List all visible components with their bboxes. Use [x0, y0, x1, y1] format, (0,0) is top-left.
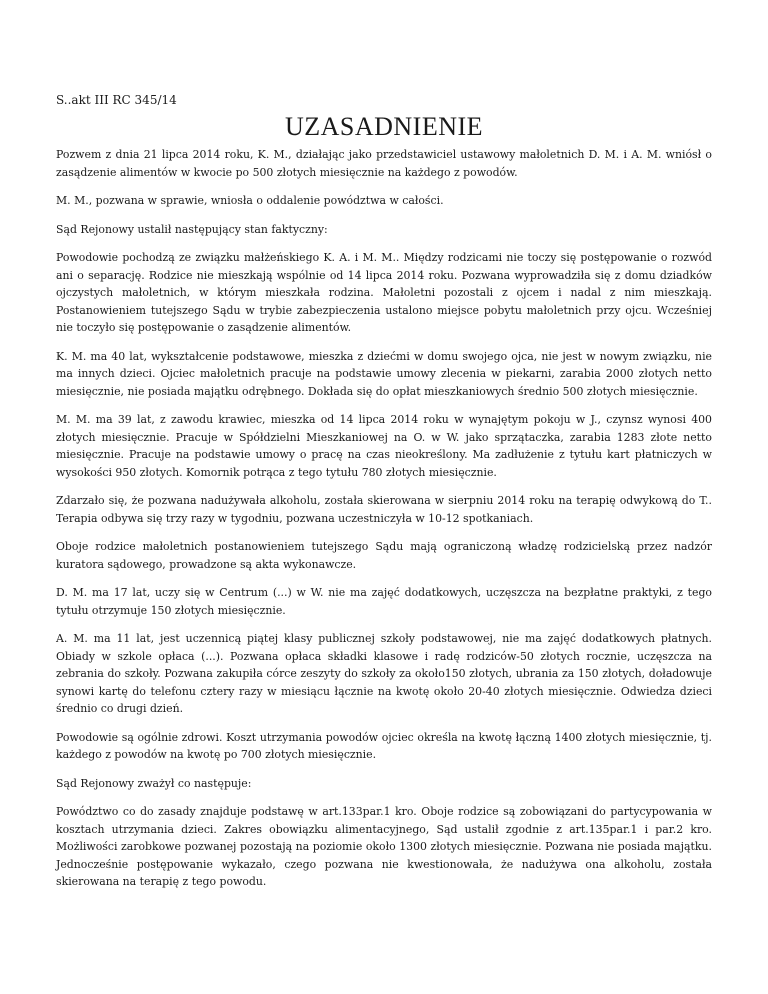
paragraph-alcohol-therapy: Zdarzało się, że pozwana nadużywała alkoholu, została skierowana w sierpniu 2014 roku na terapię odwykową do T.. Terapia odbywa się trzy razy w tygodniu, pozwana uczestniczyła w 10-12 spotkaniach. — [56, 494, 712, 525]
paragraph-maintenance-cost: Powodowie są ogólnie zdrowi. Koszt utrzymania powodów ojciec określa na kwotę łączną 1400 złotych miesięcznie, tj. każdego z powodów na kwotę po 700 złotych miesięcznie. — [56, 730, 712, 761]
document-body — [56, 146, 712, 902]
case-number: S..akt III RC 345/14 — [56, 93, 177, 107]
paragraph-facts-heading: Sąd Rejonowy ustalił następujący stan faktyczny: — [56, 222, 328, 236]
paragraph-daughter: A. M. ma 11 lat, jest uczennicą piątej klasy publicznej szkoły podstawowej, nie ma zajęć dodatkowych płatnych. Obiady w szkole opłaca (...). Pozwana opłaca składki klasowe i radę rodziców-50 złotych rocznie, uczęszcza na zebrania do szkoły. Pozwana zakupiła córce zeszyty do szkoły za około150 złotych, ubrania za 150 złotych, doładowuje synowi kartę do telefonu cztery razy w miesiącu łącznie na kwotę około 20-40 złotych miesięcznie. Odwiedza dzieci średnio co drugi dzień. — [56, 632, 712, 715]
paragraph-mother-situation: M. M. ma 39 lat, z zawodu krawiec, mieszka od 14 lipca 2014 roku w wynajętym pokoju w J., czynsz wynosi 400 złotych miesięcznie. Pracuje w Spółdzielni Mieszkaniowej na O. w W. jako sprzątaczka, zarabia 1283 złote netto miesięcznie. Pracuje na podstawie umowy o pracę na czas nieokreślony. Ma zadłużenie z tytułu kart płatniczych w wysokości 950 złotych. Komornik potrąca z tego tytułu 780 złotych miesięcznie. — [56, 413, 712, 479]
paragraph-family-background: Powodowie pochodzą ze związku małżeńskiego K. A. i M. M.. Między rodzicami nie toczy się postępowanie o rozwód ani o separację. Rodzice nie mieszkają wspólnie od 14 lipca 2014 roku. Pozwana wyprowadziła się z domu dziadków ojczystych małoletnich, w którym mieszkała rodzina. Małoletni pozostali z ojcem i nadal z nim mieszkają. Postanowieniem tutejszego Sądu w trybie zabezpieczenia ustalono miejsce pobytu małoletnich przy ojcu. Wcześniej nie toczyło się postępowanie o zasądzenie alimentów. — [56, 251, 712, 334]
paragraph-son: D. M. ma 17 lat, uczy się w Centrum (...) w W. nie ma zajęć dodatkowych, uczęszcza na bezpłatne praktyki, z tego tytułu otrzymuje 150 złotych miesięcznie. — [56, 586, 712, 617]
paragraph-father-situation: K. M. ma 40 lat, wykształcenie podstawowe, mieszka z dziećmi w domu swojego ojca, nie jest w nowym związku, nie ma innych dzieci. Ojciec małoletnich pracuje na podstawie umowy zlecenia w piekarni, zarabia 2000 złotych netto miesięcznie, nie posiada majątku odrębnego. Dokłada się do opłat mieszkaniowych średnio 500 złotych miesięcznie. — [56, 349, 712, 398]
paragraph-legal-basis: Powództwo co do zasady znajduje podstawę w art.133par.1 kro. Oboje rodzice są zobowiązani do partycypowania w kosztach utrzymania dzieci. Zakres obowiązku alimentacyjnego, Sąd ustalił zgodnie z art.135par.1 i par.2 kro. Możliwości zarobkowe pozwanej pozostają na poziomie około 1300 złotych miesięcznie. Pozwana nie posiada majątku. Jednocześnie postępowanie wykazało, czego pozwana nie kwestionowała, że nadużywa ona alkoholu, została skierowana na terapię z tego powodu. — [56, 805, 712, 888]
paragraph-parental-authority: Oboje rodzice małoletnich postanowieniem tutejszego Sądu mają ograniczoną władzę rodzicielską przez nadzór kuratora sądowego, prowadzone są akta wykonawcze. — [56, 540, 712, 571]
paragraph-defendant-response: M. M., pozwana w sprawie, wniosła o oddalenie powództwa w całości. — [56, 194, 444, 207]
paragraph-claim: Pozwem z dnia 21 lipca 2014 roku, K. M., działając jako przedstawiciel ustawowy małoletnich D. M. i A. M. wniósł o zasądzenie alimentów w kwocie po 500 złotych miesięcznie na każdego z powodów. — [56, 148, 712, 179]
document-title: UZASADNIENIE — [284, 112, 484, 141]
paragraph-court-considerations-heading: Sąd Rejonowy zważył co następuje: — [56, 776, 252, 790]
